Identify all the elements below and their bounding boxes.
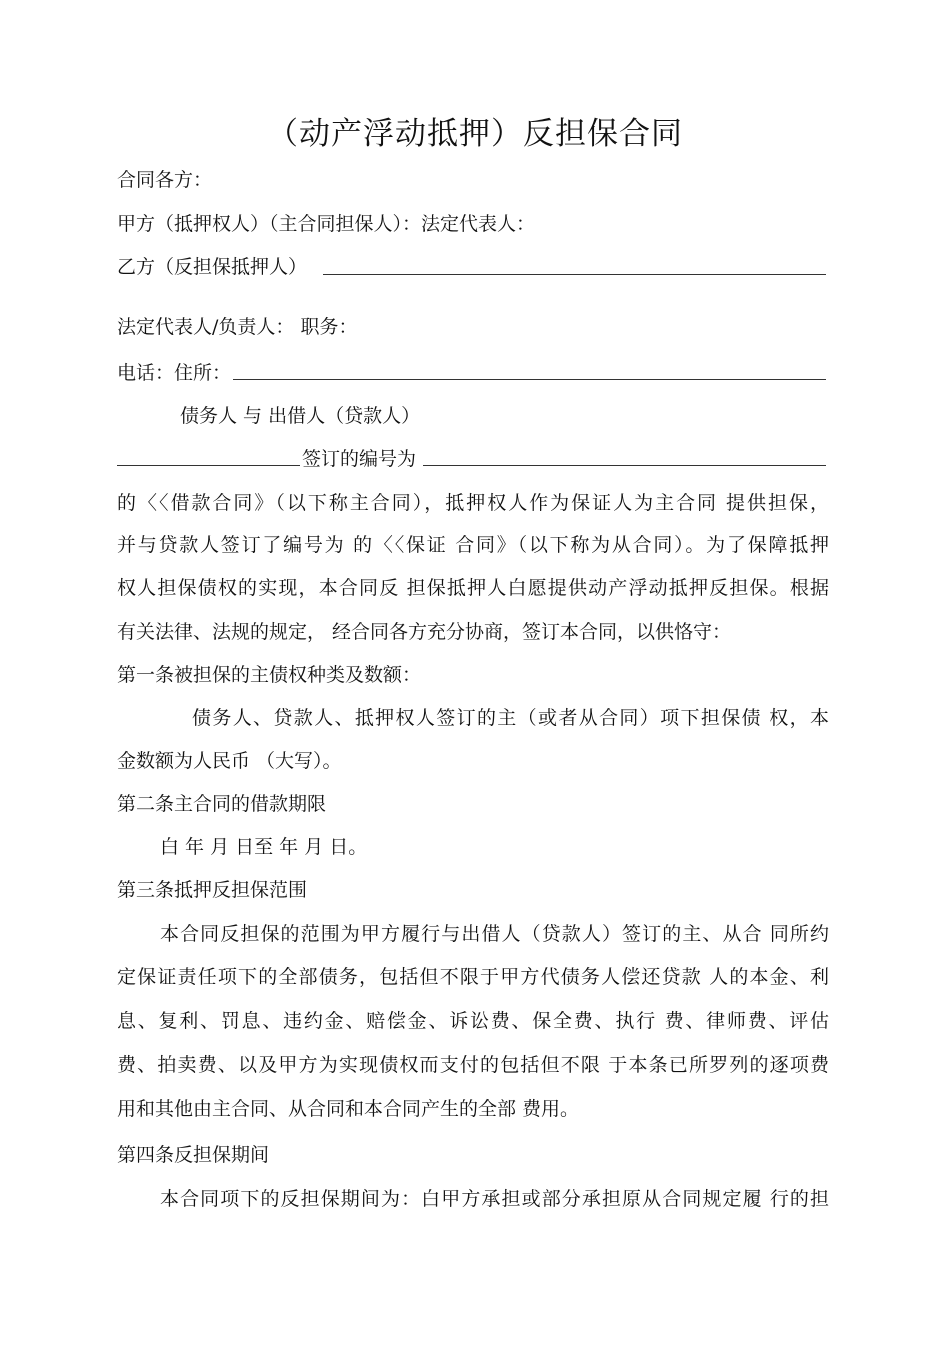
party-b-blank bbox=[323, 274, 826, 275]
preamble-line: 的〈〈借款合同》（以下称主合同），抵押权人作为保证人为主合同 提供担保， bbox=[117, 492, 829, 514]
preamble-line: 并与贷款人签订了编号为 的〈〈保证 合同》（以下称为从合同）。为了保障抵押 bbox=[117, 534, 829, 556]
article-3-body-line: 费、拍卖费、以及甲方为实现债权而支付的包括但不限 于本条已所罗列的逐项费 bbox=[117, 1054, 829, 1076]
article-1-body-line: 金数额为人民币 （大写）。 bbox=[117, 750, 342, 772]
signed-number-label: 签订的编号为 bbox=[302, 448, 417, 470]
article-3-body-line: 定保证责任项下的全部债务，包括但不限于甲方代债务人偿还贷款 人的本金、利 bbox=[117, 966, 829, 988]
debtor-lender-line: 债务人 与 出借人（贷款人） bbox=[180, 405, 421, 427]
legal-rep-line: 法定代表人/负责人： 职务： bbox=[117, 316, 358, 338]
article-3-title: 第三条抵押反担保范围 bbox=[117, 879, 308, 901]
preamble-line: 权人担保债权的实现，本合同反 担保抵押人白愿提供动产浮动抵押反担保。根据 bbox=[117, 577, 829, 599]
contract-party-blank bbox=[117, 465, 300, 466]
article-4-title: 第四条反担保期间 bbox=[117, 1144, 270, 1166]
contract-number-blank bbox=[423, 465, 826, 466]
article-3-body-line: 本合同反担保的范围为甲方履行与出借人（贷款人）签订的主、从合 同所约 bbox=[160, 923, 829, 945]
article-4-body-line: 本合同项下的反担保期间为：白甲方承担或部分承担原从合同规定履 行的担 bbox=[160, 1188, 829, 1210]
party-b-line: 乙方（反担保抵押人） bbox=[117, 256, 308, 278]
article-3-body-line: 息、复利、罚息、违约金、赔偿金、诉讼费、保全费、执行 费、律师费、评估 bbox=[117, 1010, 829, 1032]
preamble-line: 有关法律、法规的规定， 经合同各方充分协商，签订本合同，以供恪守： bbox=[117, 621, 732, 643]
article-2-body: 白 年 月 日至 年 月 日。 bbox=[160, 836, 368, 858]
article-1-title: 第一条被担保的主债权种类及数额： bbox=[117, 664, 422, 686]
article-3-body-line: 用和其他由主合同、从合同和本合同产生的全部 费用。 bbox=[117, 1098, 580, 1120]
article-2-title: 第二条主合同的借款期限 bbox=[117, 793, 327, 815]
address-blank bbox=[233, 379, 826, 380]
phone-address-line: 电话：住所： bbox=[117, 362, 232, 384]
parties-heading: 合同各方： bbox=[117, 169, 213, 191]
document-title: （动产浮动抵押）反担保合同 bbox=[267, 116, 683, 152]
article-1-body-line: 债务人、贷款人、抵押权人签订的主（或者从合同）项下担保债 权，本 bbox=[192, 707, 829, 729]
party-a-line: 甲方（抵押权人）（主合同担保人）：法定代表人： bbox=[117, 213, 536, 235]
